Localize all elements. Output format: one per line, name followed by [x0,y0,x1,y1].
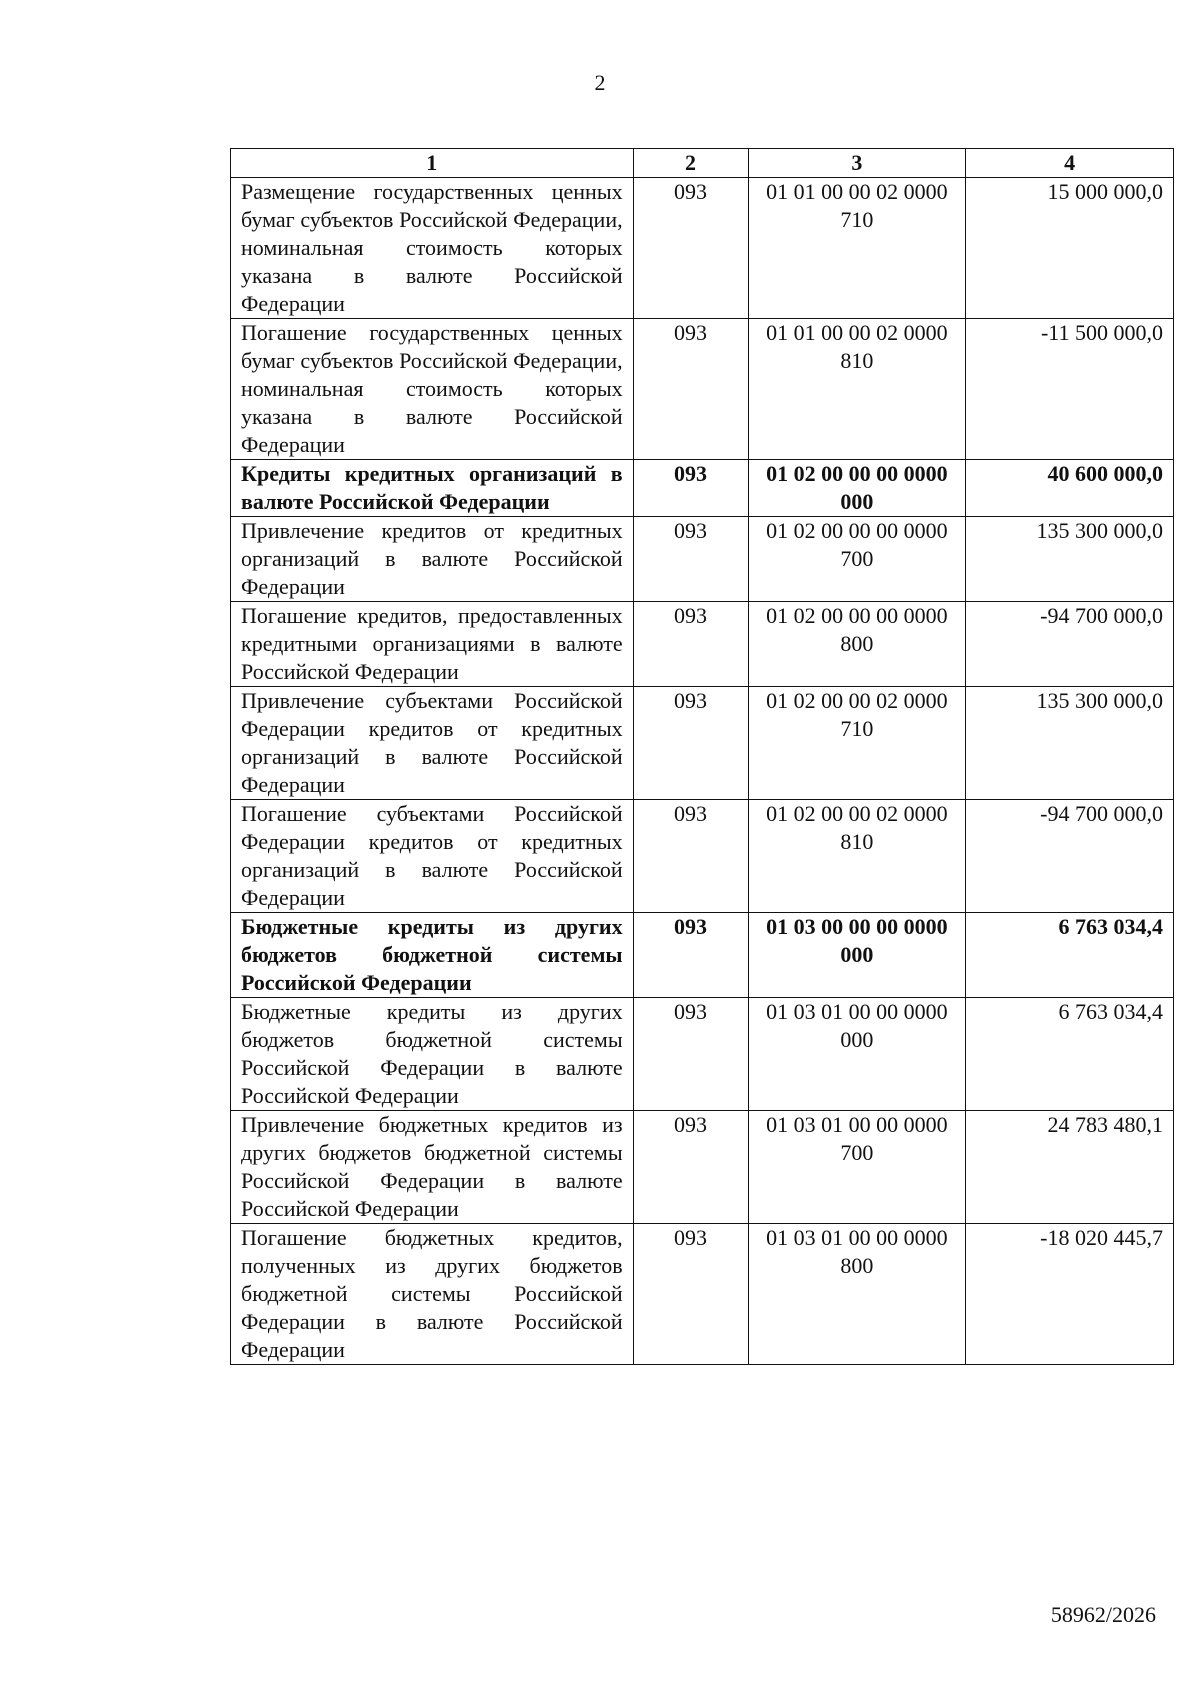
row-name-cell: Погашение кредитов, предоставленных кредитными организациями в валюте Российской Федерации [231,602,634,687]
row-amount-cell: 40 600 000,0 [966,460,1174,517]
table-row [231,687,1174,800]
table-row [231,602,1174,687]
row-classification-code-cell: 01 02 00 00 02 0000 710 [748,687,966,800]
row-admin-code-cell: 093 [633,602,748,687]
row-name-cell: Погашение бюджетных кредитов, полученных из других бюджетов бюджетной системы Российской Федерации в валюте Российской Федерации [231,1224,634,1365]
column-header-1: 1 [231,149,634,178]
row-admin-code-cell: 093 [633,1224,748,1365]
document-number: 58962/2026 [1050,1602,1156,1627]
row-amount-cell: -18 020 445,7 [966,1224,1174,1365]
table-header-row [231,149,1174,178]
row-amount-cell: 24 783 480,1 [966,1111,1174,1224]
row-name-cell: Привлечение субъектами Российской Федерации кредитов от кредитных организаций в валюте Российской Федерации [231,687,634,800]
row-classification-code-cell: 01 01 00 00 02 0000 810 [748,319,966,460]
column-header-2: 2 [633,149,748,178]
column-header-4: 4 [966,149,1174,178]
row-name-cell: Погашение субъектами Российской Федерации кредитов от кредитных организаций в валюте Российской Федерации [231,800,634,913]
row-name-cell: Погашение государственных ценных бумаг субъектов Российской Федерации, номинальная стоимость которых указана в валюте Российской Федерации [231,319,634,460]
row-classification-code-cell: 01 03 01 00 00 0000 800 [748,1224,966,1365]
row-amount-cell: 135 300 000,0 [966,687,1174,800]
row-classification-code-cell: 01 03 00 00 00 0000 000 [748,913,966,998]
row-name-cell: Бюджетные кредиты из других бюджетов бюджетной системы Российской Федерации [231,913,634,998]
table-row [231,913,1174,998]
column-header-3: 3 [748,149,966,178]
table-row [231,178,1174,319]
row-amount-cell: -94 700 000,0 [966,602,1174,687]
row-classification-code-cell: 01 02 00 00 00 0000 700 [748,517,966,602]
row-name-cell: Кредиты кредитных организаций в валюте Российской Федерации [231,460,634,517]
table-row [231,1111,1174,1224]
row-admin-code-cell: 093 [633,800,748,913]
row-admin-code-cell: 093 [633,460,748,517]
row-amount-cell: 15 000 000,0 [966,178,1174,319]
table-row [231,998,1174,1111]
row-name-cell: Бюджетные кредиты из других бюджетов бюджетной системы Российской Федерации в валюте Российской Федерации [231,998,634,1111]
row-admin-code-cell: 093 [633,517,748,602]
table-body [231,178,1174,1365]
row-classification-code-cell: 01 03 01 00 00 0000 700 [748,1111,966,1224]
row-classification-code-cell: 01 01 00 00 02 0000 710 [748,178,966,319]
row-name-cell: Привлечение кредитов от кредитных организаций в валюте Российской Федерации [231,517,634,602]
row-amount-cell: -11 500 000,0 [966,319,1174,460]
table-row [231,319,1174,460]
row-classification-code-cell: 01 02 00 00 00 0000 000 [748,460,966,517]
table-row [231,1224,1174,1365]
row-admin-code-cell: 093 [633,913,748,998]
row-amount-cell: 6 763 034,4 [966,913,1174,998]
row-admin-code-cell: 093 [633,178,748,319]
row-name-cell: Размещение государственных ценных бумаг субъектов Российской Федерации, номинальная стоимость которых указана в валюте Российской Федерации [231,178,634,319]
row-classification-code-cell: 01 02 00 00 02 0000 810 [748,800,966,913]
row-classification-code-cell: 01 03 01 00 00 0000 000 [748,998,966,1111]
page-number: 2 [594,70,606,95]
row-amount-cell: 135 300 000,0 [966,517,1174,602]
row-admin-code-cell: 093 [633,687,748,800]
row-admin-code-cell: 093 [633,319,748,460]
table-row [231,800,1174,913]
budget-sources-table [230,148,1174,1365]
row-classification-code-cell: 01 02 00 00 00 0000 800 [748,602,966,687]
row-amount-cell: -94 700 000,0 [966,800,1174,913]
row-admin-code-cell: 093 [633,1111,748,1224]
row-name-cell: Привлечение бюджетных кредитов из других бюджетов бюджетной системы Российской Федерации в валюте Российской Федерации [231,1111,634,1224]
row-amount-cell: 6 763 034,4 [966,998,1174,1111]
row-admin-code-cell: 093 [633,998,748,1111]
table-row [231,460,1174,517]
table-row [231,517,1174,602]
